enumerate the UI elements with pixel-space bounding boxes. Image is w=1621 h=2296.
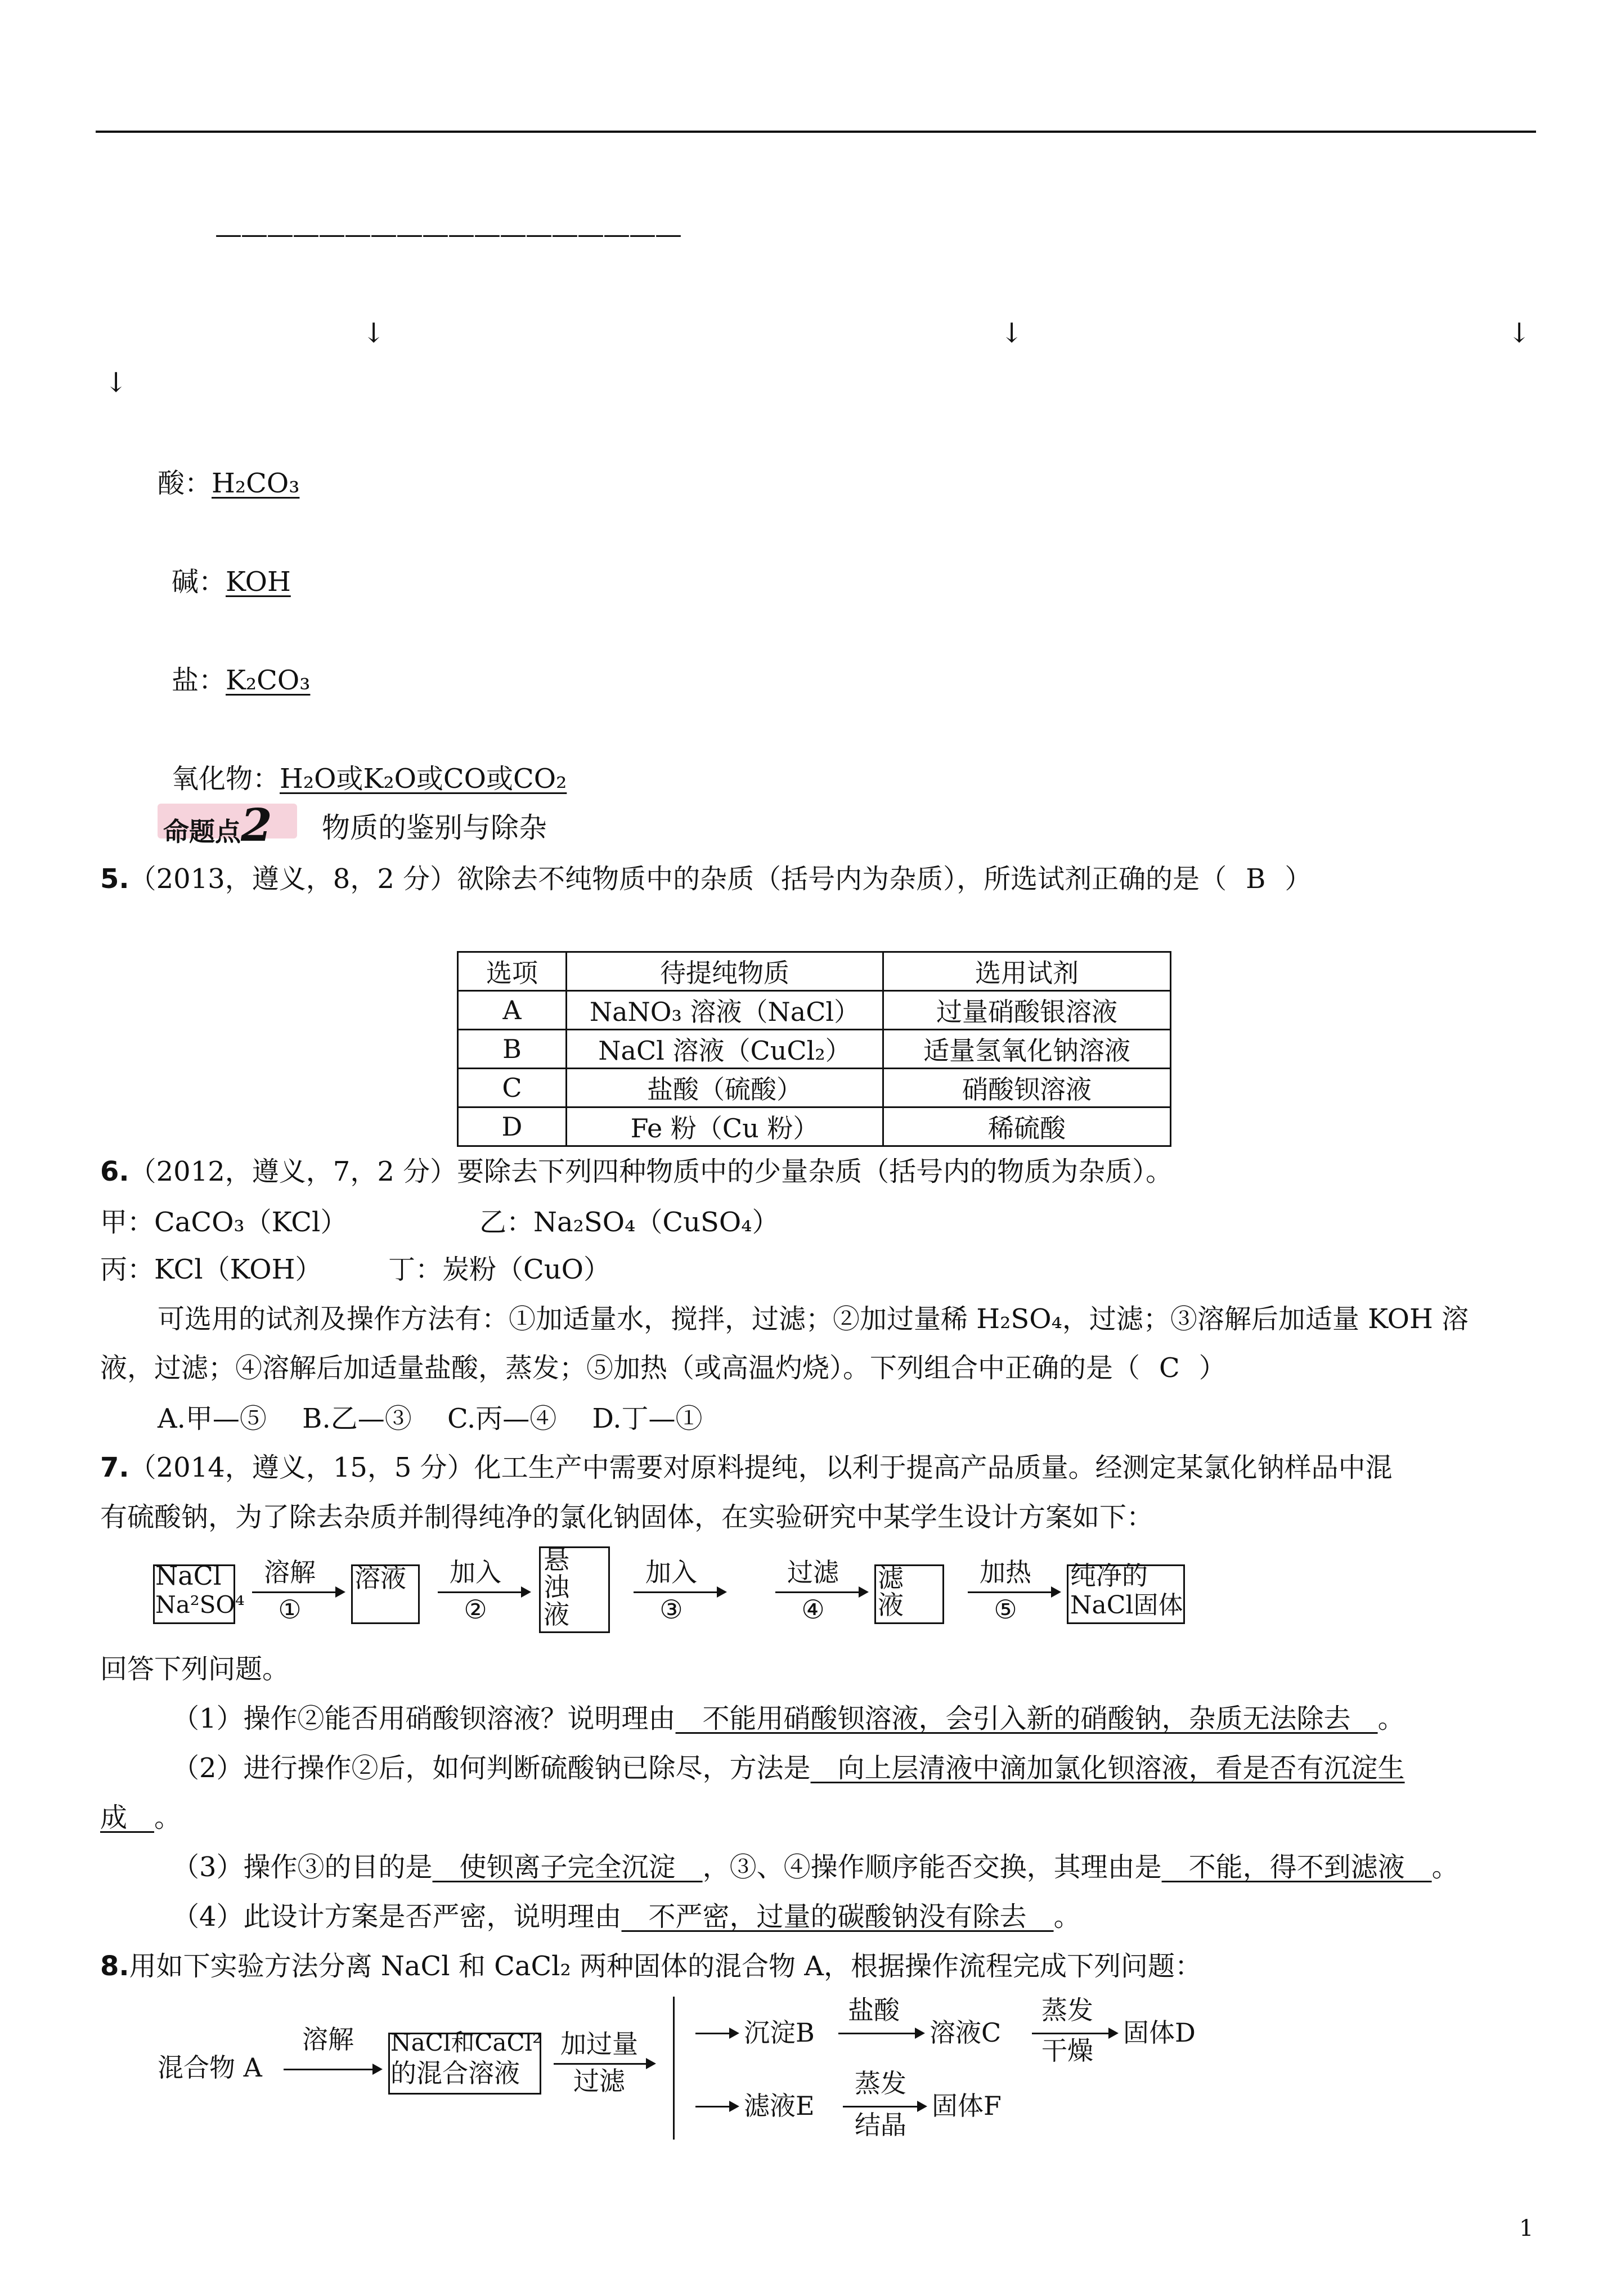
flow-end-line1: 纯净的 — [1070, 1560, 1148, 1591]
table-cell: A — [458, 991, 567, 1030]
q7-sub1-question: （1）操作②能否用硝酸钡溶液？说明理由 — [172, 1703, 676, 1734]
q7-answer-prompt: 回答下列问题。 — [100, 1653, 290, 1685]
flow-arrowhead-icon — [335, 1586, 345, 1598]
q6-jia: 甲：CaCO₃（KCl） — [100, 1207, 348, 1238]
flow-arrowhead-icon — [521, 1586, 531, 1598]
flow-arrow-line — [284, 2069, 372, 2070]
flow-arrow-line — [695, 2106, 729, 2107]
badge-number: 2 — [241, 799, 272, 851]
q7-sub4-end: 。 — [1053, 1901, 1081, 1932]
salt-label: 盐： — [172, 665, 226, 696]
flow-step3-top: 加入 — [645, 1557, 697, 1588]
section-badge-label — [163, 799, 272, 851]
page-number: 1 — [1519, 2216, 1534, 2241]
q7-stem-line1 — [100, 1454, 1393, 1481]
oxide-answer: H₂O或K₂O或CO或CO₂ — [280, 763, 567, 795]
flow-arrowhead-icon — [729, 2028, 739, 2039]
q5-options-table — [457, 951, 1171, 1147]
q7-stem-line2: 有硫酸钠，为了除去杂质并制得纯净的氯化钠固体，在实验研究中某学生设计方案如下： — [100, 1501, 1154, 1533]
flow-arrow-line — [252, 1591, 335, 1593]
flow-arrowhead-icon — [915, 2028, 925, 2039]
q8-flow-evap-bottom: 干燥 — [1041, 2035, 1093, 2066]
flow-step5-bottom: ⑤ — [994, 1594, 1017, 1625]
flow-step5-top: 加热 — [980, 1557, 1031, 1588]
q8-flow-solid-d: 固体D — [1123, 2017, 1196, 2048]
table-cell: 稀硫酸 — [883, 1107, 1171, 1146]
q7-sub3-mid: ，③、④操作顺序能否交换，其理由是 — [702, 1851, 1162, 1883]
q6-yi: 乙：Na₂SO₄（CuSO₄） — [479, 1207, 779, 1238]
q8-flow-step2-bottom: 过滤 — [573, 2066, 625, 2096]
salt-answer: K₂CO₃ — [226, 665, 311, 696]
flow-arrowhead-icon — [646, 2058, 656, 2069]
q7-sub3-answer1: 使钡离子完全沉淀 — [432, 1851, 703, 1883]
q6-close: ） — [1198, 1352, 1226, 1384]
q8-flow-evap2-top: 蒸发 — [855, 2068, 906, 2098]
flow-arrow-line — [554, 2063, 646, 2065]
oxide-line — [172, 763, 567, 795]
q8-flow-box-line2: 的混合溶液 — [390, 2058, 520, 2088]
q6-methods-text: 液，过滤；④溶解后加适量盐酸，蒸发；⑤加热（或高温灼烧）。下列组合中正确的是（ — [100, 1352, 1140, 1384]
q7-sub2-cont — [100, 1804, 181, 1831]
q7-sub3-answer2: 不能，得不到滤液 — [1161, 1851, 1432, 1883]
q7-sub2 — [172, 1752, 1405, 1784]
flow-box-filtrate-text: 滤液 — [878, 1563, 904, 1621]
q8-flow-precipitate-b: 沉淀B — [744, 2017, 815, 2048]
q5-stem-text: （2013，遵义，8，2 分）欲除去不纯物质中的杂质（括号内为杂质），所选试剂正确的是（ — [129, 863, 1227, 895]
q7-sub2-question: （2）进行操作②后，如何判断硫酸钠已除尽，方法是 — [172, 1752, 811, 1784]
q5-close: ） — [1285, 863, 1312, 895]
tree-dash-line: —————————————————— — [215, 218, 681, 250]
table-header-cell: 选项 — [458, 952, 567, 991]
table-cell: Fe 粉（Cu 粉） — [567, 1107, 883, 1146]
flow-start-line1: NaCl — [155, 1560, 222, 1591]
badge-text: 命题点 — [163, 817, 241, 847]
flow-arrow-line — [1032, 2033, 1108, 2034]
tree-arrow: ↓ — [105, 367, 128, 398]
salt-line — [172, 667, 310, 694]
base-line — [172, 566, 291, 598]
flow-arrow-line — [695, 2033, 729, 2034]
q8-flow-evap2-bottom: 结晶 — [855, 2110, 906, 2140]
acid-line — [158, 470, 299, 497]
flow-step4-top: 过滤 — [787, 1557, 839, 1588]
table-cell: C — [458, 1069, 567, 1107]
flow-box-suspension-text: 悬浊液 — [544, 1545, 569, 1630]
q5-answer: B — [1246, 863, 1266, 895]
base-answer: KOH — [226, 566, 291, 598]
q8-flow-filtrate-e: 滤液E — [744, 2091, 815, 2121]
q7-sub2-answer-cont: 成 — [100, 1802, 155, 1833]
table-row — [458, 991, 1171, 1030]
flow-arrowhead-icon — [372, 2064, 383, 2075]
table-cell: 硝酸钡溶液 — [883, 1069, 1171, 1107]
flow-end-line2: NaCl固体 — [1070, 1591, 1183, 1620]
flow-start-line2: Na²SO⁴ — [155, 1591, 245, 1618]
flow-arrow-line — [634, 1591, 717, 1593]
section-title: 物质的鉴别与除杂 — [322, 811, 547, 844]
flow-arrowhead-icon — [1051, 1586, 1061, 1598]
flow-arrowhead-icon — [717, 1586, 727, 1598]
table-header-cell: 待提纯物质 — [567, 952, 883, 991]
flow-arrowhead-icon — [859, 1586, 869, 1598]
q6-bing: 丙：KCl（KOH） — [100, 1254, 322, 1285]
acid-answer: H₂CO₃ — [212, 468, 300, 499]
q8-flow-solid-f: 固体F — [932, 2091, 1002, 2121]
tree-arrow: ↓ — [1508, 317, 1531, 349]
q7-sub3-end: 。 — [1431, 1851, 1459, 1883]
flow-arrowhead-icon — [917, 2101, 927, 2112]
table-cell: D — [458, 1107, 567, 1146]
flow-step1-bottom: ① — [278, 1594, 302, 1625]
table-cell: NaCl 溶液（CuCl₂） — [567, 1030, 883, 1069]
flow-arrow-line — [838, 2033, 915, 2034]
flow-step1-top: 溶解 — [264, 1557, 316, 1588]
q8-flow-start: 混合物 A — [158, 2052, 262, 2083]
flow-arrow-line — [775, 1591, 859, 1593]
table-cell: NaNO₃ 溶液（NaCl） — [567, 991, 883, 1030]
q7-sub1 — [172, 1705, 1405, 1732]
q5-number: 5. — [100, 863, 129, 895]
flow-arrow-line — [438, 1591, 521, 1593]
oxide-label: 氧化物： — [172, 763, 280, 795]
flow-arrow-line — [843, 2106, 917, 2107]
q8-flow-branch-bracket — [673, 1997, 675, 2140]
q6-number: 6. — [100, 1156, 129, 1187]
q8-flow-box-line1: NaCl和CaCl² — [390, 2029, 542, 2056]
table-cell: 过量硝酸银溶液 — [883, 991, 1171, 1030]
table-cell: B — [458, 1030, 567, 1069]
q8-stem-text: 用如下实验方法分离 NaCl 和 CaCl₂ 两种固体的混合物 A，根据操作流程完成下列问题： — [129, 1950, 1202, 1982]
q6-stem-text: （2012，遵义，7，2 分）要除去下列四种物质中的少量杂质（括号内的物质为杂质）。 — [129, 1156, 1173, 1187]
q8-flow-hcl: 盐酸 — [848, 1995, 900, 2025]
q6-choices: A.甲—⑤ B.乙—③ C.丙—④ D.丁—① — [158, 1403, 703, 1434]
table-row — [458, 1069, 1171, 1107]
q6-stem — [100, 1158, 1173, 1185]
q7-sub1-answer: 不能用硝酸钡溶液，会引入新的硝酸钠，杂质无法除去 — [675, 1703, 1378, 1734]
tree-arrow: ↓ — [1000, 317, 1023, 349]
table-header-row — [458, 952, 1171, 991]
q8-flow-step2-top: 加过量 — [560, 2029, 638, 2059]
q8-flow-solution-c: 溶液C — [930, 2017, 1002, 2048]
q8-stem — [100, 1950, 1202, 1982]
q6-methods-line2 — [100, 1352, 1226, 1384]
q7-sub3-question: （3）操作③的目的是 — [172, 1851, 433, 1883]
table-cell: 适量氢氧化钠溶液 — [883, 1030, 1171, 1069]
q5-stem — [100, 863, 1312, 895]
flow-step2-top: 加入 — [450, 1557, 501, 1588]
q7-sub4 — [172, 1903, 1081, 1930]
table-row — [458, 1107, 1171, 1146]
q7-number: 7. — [100, 1452, 129, 1483]
q6-ding: 丁：炭粉（CuO） — [388, 1254, 610, 1285]
q7-sub1-end: 。 — [1377, 1703, 1405, 1734]
tree-arrow: ↓ — [362, 317, 385, 349]
flow-box-solution-text: 溶液 — [354, 1563, 406, 1593]
q7-stem-text: （2014，遵义，15，5 分）化工生产中需要对原料提纯，以利于提高产品质量。经测定某氯化钠样品中混 — [129, 1452, 1393, 1483]
q8-flow-evap-top: 蒸发 — [1041, 1995, 1093, 2025]
flow-arrowhead-icon — [1108, 2028, 1119, 2039]
q7-sub2-end: 。 — [154, 1802, 182, 1833]
flow-arrowhead-icon — [729, 2101, 739, 2112]
q8-number: 8. — [100, 1950, 129, 1982]
q7-sub4-question: （4）此设计方案是否严密，说明理由 — [172, 1901, 622, 1932]
q7-sub4-answer: 不严密，过量的碳酸钠没有除去 — [621, 1901, 1054, 1932]
q7-sub3 — [172, 1851, 1459, 1883]
q8-flow-step1: 溶解 — [302, 2024, 354, 2055]
flow-step4-bottom: ④ — [801, 1594, 825, 1625]
base-label: 碱： — [172, 566, 226, 598]
acid-label: 酸： — [158, 468, 212, 499]
table-cell: 盐酸（硫酸） — [567, 1069, 883, 1107]
table-header-cell: 选用试剂 — [883, 952, 1171, 991]
flow-step3-bottom: ③ — [659, 1594, 683, 1625]
header-rule — [96, 131, 1536, 133]
q6-methods-line1: 可选用的试剂及操作方法有：①加适量水，搅拌，过滤；②加过量稀 H₂SO₄，过滤；③溶解后加适量 KOH 溶 — [158, 1303, 1469, 1335]
flow-step2-bottom: ② — [464, 1594, 487, 1625]
q6-answer: C — [1159, 1352, 1180, 1384]
flow-arrow-line — [968, 1591, 1051, 1593]
q7-sub2-answer: 向上层清液中滴加氯化钡溶液，看是否有沉淀生 — [810, 1752, 1405, 1784]
table-row — [458, 1030, 1171, 1069]
